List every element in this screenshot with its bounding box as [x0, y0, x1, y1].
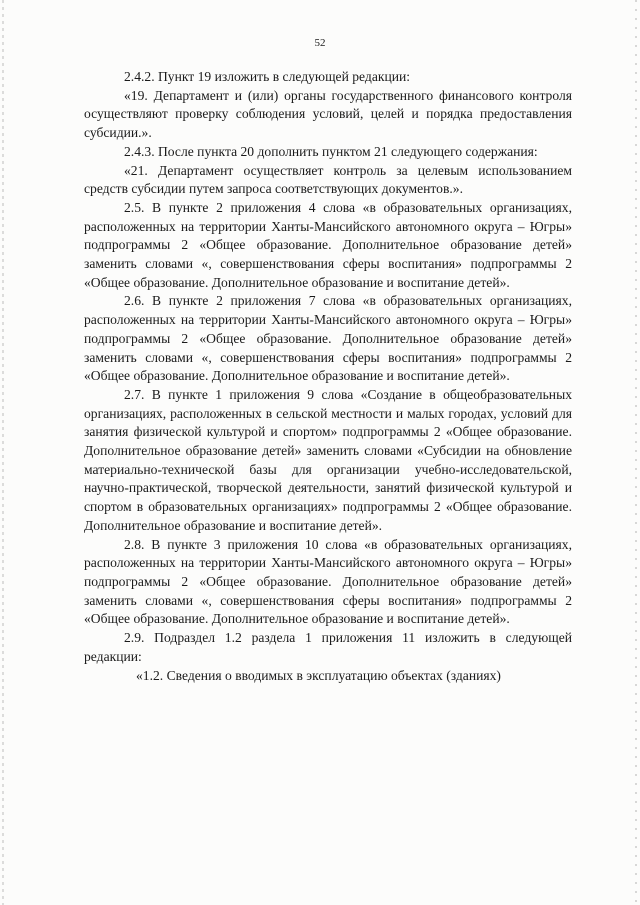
paragraph-2-9: 2.9. Подраздел 1.2 раздела 1 приложения 11 изложить в следующей редакции: — [84, 630, 572, 664]
paragraph-2-8: 2.8. В пункте 3 приложения 10 слова «в образовательных организациях, расположенных на территории Ханты-Мансийского автономного округа – Югры» подпрограммы 2 «Общее образование. Дополнительное образование детей» заменить словами «, совершенствования сферы воспитания» подпрограммы 2 «Общее образование. Дополнительное образование и воспитание детей». — [84, 536, 572, 627]
paragraph-quote-1-2: «1.2. Сведения о вводимых в эксплуатацию объектах (зданиях) — [136, 667, 501, 683]
paragraph-quote-19: «19. Департамент и (или) органы государственного финансового контроля осуществляют проверку соблюдения условий, целей и порядка предоставления субсидии.». — [84, 87, 572, 141]
scan-edge-right — [635, 0, 637, 905]
scan-edge-left — [2, 0, 4, 905]
page-number: 52 — [314, 37, 326, 49]
paragraph-2-4-3: 2.4.3. После пункта 20 дополнить пунктом 21 следующего содержания: — [124, 143, 538, 159]
paragraph-2-7: 2.7. В пункте 1 приложения 9 слова «Создание в общеобразовательных организациях, расположенных в сельской местности и малых городах, условий для занятия физической культурой и спортом» подпрограммы 2 «Общее образование. Дополнительное образование детей» заменить словами «Субсидии на обновление материально-технической базы для организации учебно-исследовательской, научно-практической, творческой деятельности, занятий физической культурой и спортом в образовательных организациях» подпрограммы 2 «Общее образование. Дополнительное образование и воспитание детей». — [84, 386, 572, 533]
paragraph-2-4-2: 2.4.2. Пункт 19 изложить в следующей редакции: — [124, 69, 411, 84]
document-body — [84, 68, 572, 685]
paragraph-2-6: 2.6. В пункте 2 приложения 7 слова «в образовательных организациях, расположенных на территории Ханты-Мансийского автономного округа – Югры» подпрограммы 2 «Общее образование. Дополнительное образование детей» заменить словами «, совершенствования сферы воспитания» подпрограммы 2 «Общее образование. Дополнительное образование и воспитание детей». — [84, 293, 572, 384]
paragraph-quote-21: «21. Департамент осуществляет контроль за целевым использованием средств субсидии путем запроса соответствующих документов.». — [84, 162, 572, 197]
paragraph-2-5: 2.5. В пункте 2 приложения 4 слова «в образовательных организациях, расположенных на территории Ханты-Мансийского автономного округа – Югры» подпрограммы 2 «Общее образование. Дополнительное образование детей» заменить словами «, совершенствования сферы воспитания» подпрограммы 2 «Общее образование. Дополнительное образование и воспитание детей». — [84, 199, 572, 290]
